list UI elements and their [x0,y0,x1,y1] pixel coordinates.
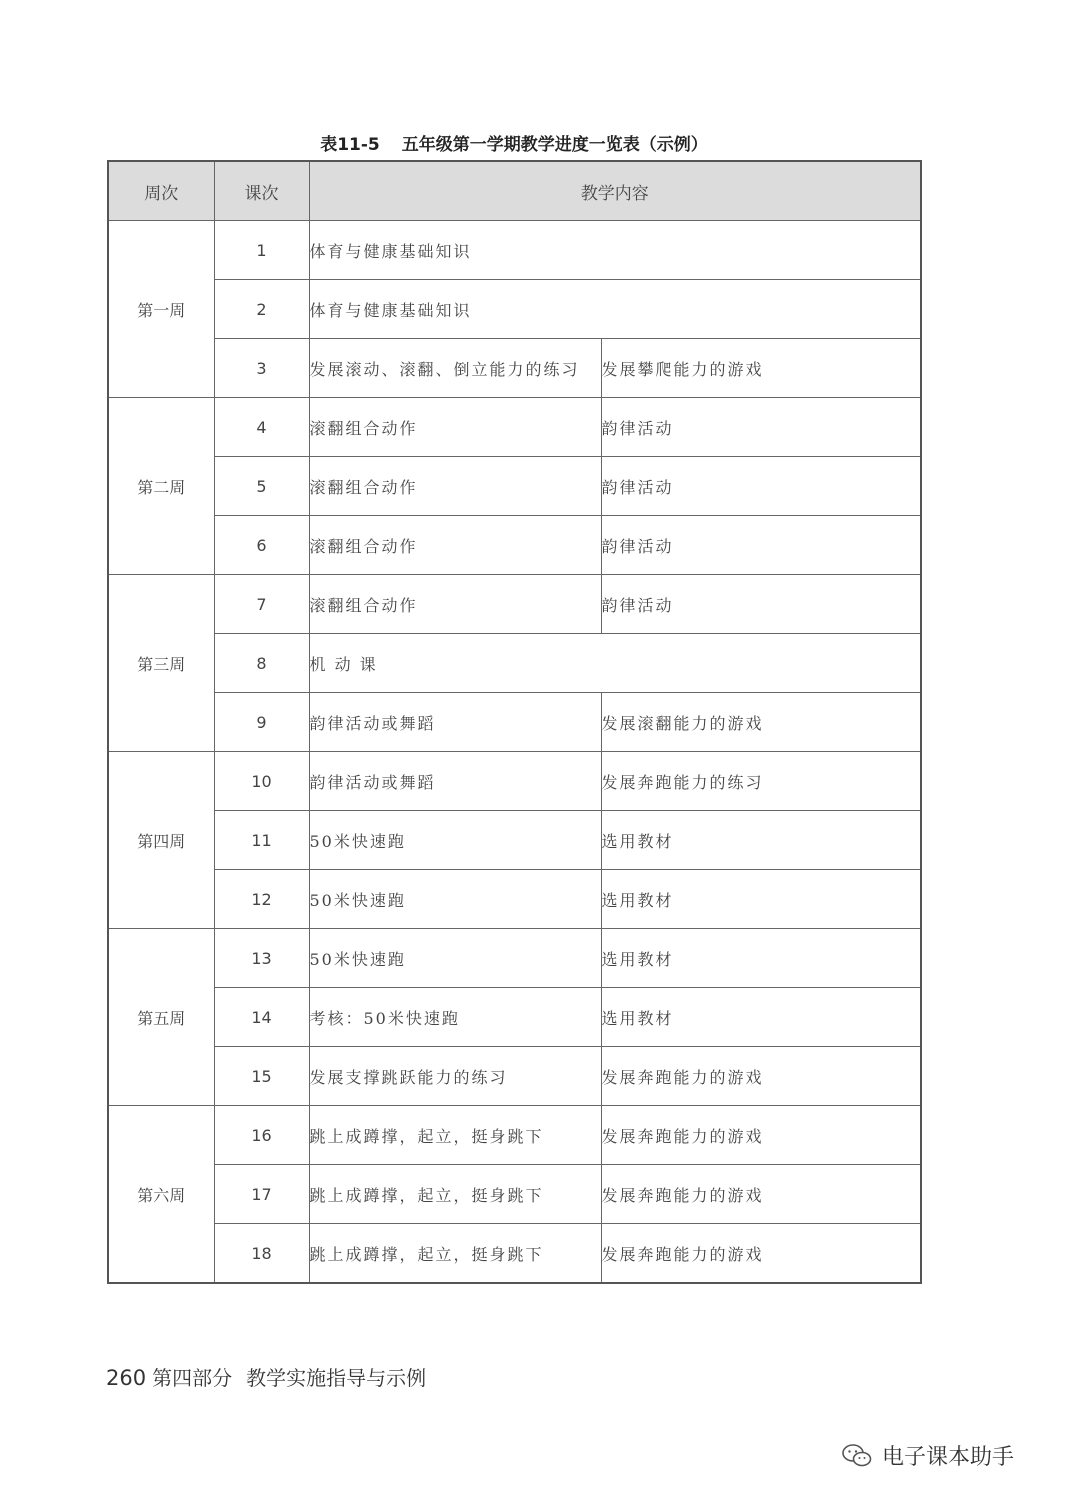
week-cell: 第二周 [108,398,214,575]
table-row [108,575,921,634]
lesson-cell: 6 [214,516,309,575]
content-cell: 跳上成蹲撑，起立，挺身跳下 [309,1106,601,1165]
table-row [108,1047,921,1106]
table-title: 五年级第一学期教学进度一览表（示例） [401,135,708,155]
content-cell: 发展奔跑能力的游戏 [601,1047,921,1106]
footer-part: 第四部分 [152,1366,233,1390]
table-row [108,1106,921,1165]
table-row [108,398,921,457]
content-cell: 韵律活动 [601,398,921,457]
lesson-cell: 9 [214,693,309,752]
table-row [108,1224,921,1284]
watermark-text: 电子课本助手 [882,1445,1015,1470]
lesson-cell: 14 [214,988,309,1047]
content-cell: 韵律活动 [601,575,921,634]
content-cell: 滚翻组合动作 [309,516,601,575]
table-row [108,339,921,398]
lesson-cell: 4 [214,398,309,457]
footer-section: 教学实施指导与示例 [246,1366,427,1390]
content-cell: 发展滚翻能力的游戏 [601,693,921,752]
content-cell: 选用教材 [601,811,921,870]
content-cell: 选用教材 [601,929,921,988]
week-cell: 第三周 [108,575,214,752]
content-cell: 跳上成蹲撑，起立，挺身跳下 [309,1165,601,1224]
content-cell: 滚翻组合动作 [309,398,601,457]
content-cell: 考核：50米快速跑 [309,988,601,1047]
content-cell: 韵律活动或舞蹈 [309,752,601,811]
table-row [108,280,921,339]
content-cell: 体育与健康基础知识 [309,221,921,280]
table-row [108,752,921,811]
table-row [108,634,921,693]
lesson-cell: 11 [214,811,309,870]
wechat-icon [842,1443,872,1469]
lesson-cell: 15 [214,1047,309,1106]
lesson-cell: 7 [214,575,309,634]
lesson-cell: 16 [214,1106,309,1165]
lesson-cell: 5 [214,457,309,516]
lesson-cell: 12 [214,870,309,929]
header-content: 教学内容 [309,161,921,221]
header-week: 周次 [108,161,214,221]
table-row [108,221,921,280]
content-cell: 50米快速跑 [309,929,601,988]
content-cell: 发展奔跑能力的游戏 [601,1224,921,1284]
content-cell: 滚翻组合动作 [309,457,601,516]
lesson-cell: 17 [214,1165,309,1224]
content-cell: 选用教材 [601,870,921,929]
table-row [108,457,921,516]
page-footer [106,1362,426,1391]
content-cell: 韵律活动 [601,516,921,575]
lesson-cell: 18 [214,1224,309,1284]
table-caption [108,130,920,155]
content-cell: 50米快速跑 [309,870,601,929]
week-cell: 第一周 [108,221,214,398]
content-cell: 发展支撑跳跃能力的练习 [309,1047,601,1106]
header-lesson: 课次 [214,161,309,221]
page-number: 260 [106,1366,147,1390]
week-cell: 第五周 [108,929,214,1106]
content-cell: 体育与健康基础知识 [309,280,921,339]
table-number: 表11-5 [320,135,380,155]
content-cell: 发展滚动、滚翻、倒立能力的练习 [309,339,601,398]
table-row [108,516,921,575]
week-cell: 第六周 [108,1106,214,1284]
table-row [108,870,921,929]
lesson-cell: 10 [214,752,309,811]
content-cell: 发展奔跑能力的游戏 [601,1165,921,1224]
content-cell: 发展奔跑能力的练习 [601,752,921,811]
content-cell: 机 动 课 [309,634,921,693]
table-row [108,929,921,988]
watermark [842,1440,1014,1471]
content-cell: 韵律活动 [601,457,921,516]
content-cell: 滚翻组合动作 [309,575,601,634]
content-cell: 50米快速跑 [309,811,601,870]
lesson-cell: 13 [214,929,309,988]
week-cell: 第四周 [108,752,214,929]
lesson-cell: 1 [214,221,309,280]
lesson-cell: 2 [214,280,309,339]
table-row [108,811,921,870]
content-cell: 发展攀爬能力的游戏 [601,339,921,398]
lesson-cell: 3 [214,339,309,398]
content-cell: 选用教材 [601,988,921,1047]
header-row [108,161,921,221]
schedule-table [107,160,922,1284]
content-cell: 发展奔跑能力的游戏 [601,1106,921,1165]
lesson-cell: 8 [214,634,309,693]
table-row [108,693,921,752]
table-row [108,988,921,1047]
content-cell: 韵律活动或舞蹈 [309,693,601,752]
content-cell: 跳上成蹲撑，起立，挺身跳下 [309,1224,601,1284]
table-row [108,1165,921,1224]
